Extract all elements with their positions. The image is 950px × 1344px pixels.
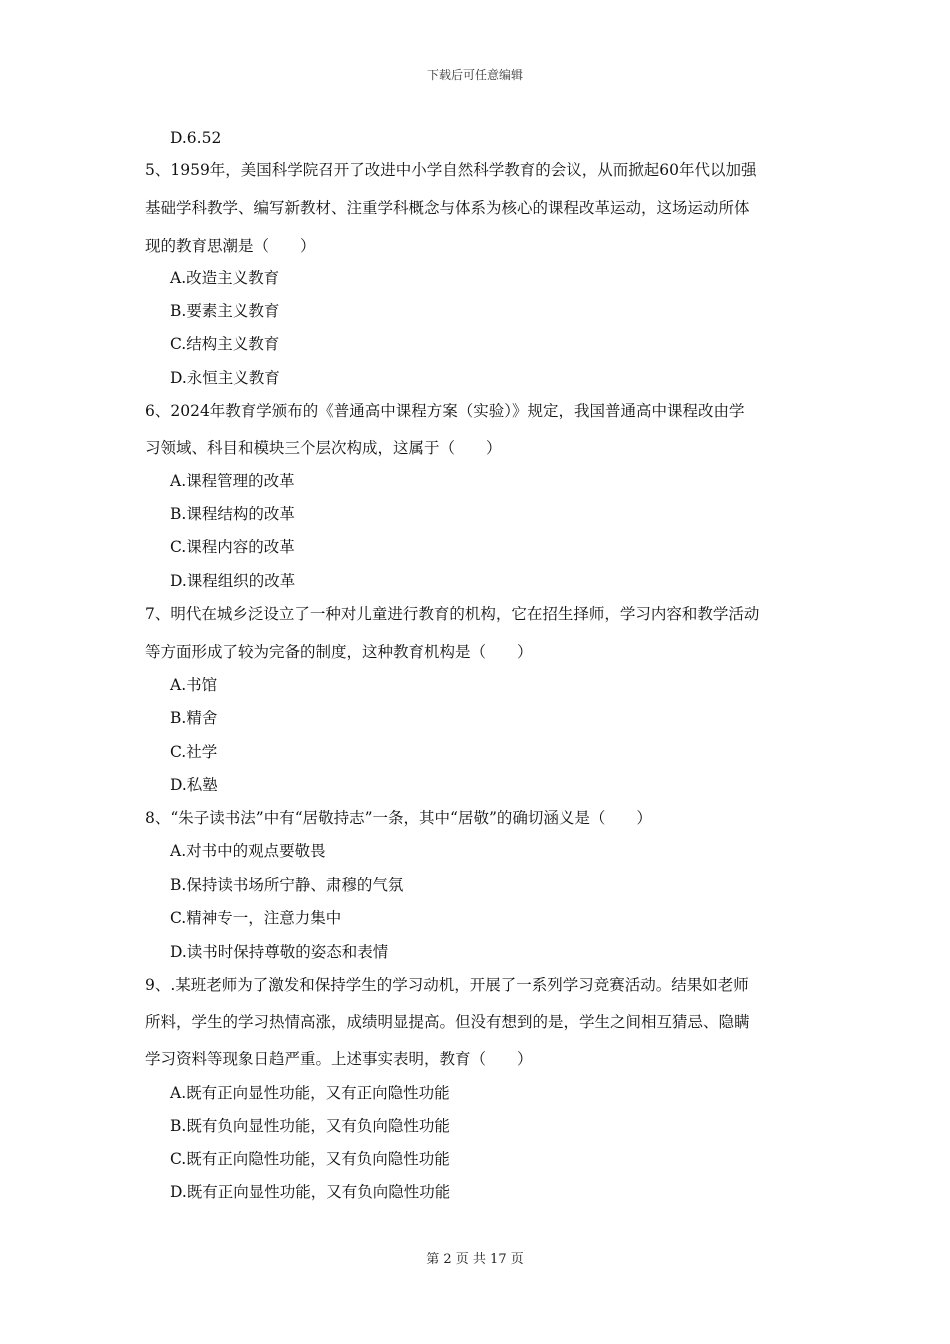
question-9-option-d: D.既有正向显性功能，又有负向隐性功能 <box>170 1183 451 1201</box>
question-5-option-d: D.永恒主义教育 <box>170 369 280 387</box>
question-9-line-2: 所料，学生的学习热情高涨，成绩明显提高。但没有想到的是，学生之间相互猜忌、隐瞒 <box>145 1013 750 1031</box>
question-5-line-3: 现的教育思潮是（ ） <box>145 237 316 255</box>
question-9-line-3: 学习资料等现象日趋严重。上述事实表明，教育（ ） <box>145 1050 533 1068</box>
question-5-option-b: B.要素主义教育 <box>170 302 280 320</box>
question-9-option-a: A.既有正向显性功能，又有正向隐性功能 <box>170 1084 450 1102</box>
question-7-option-a: A.书馆 <box>170 676 218 694</box>
option-d-prev: D.6.52 <box>170 129 222 147</box>
page-footer: 第 2 页 共 17 页 <box>426 1252 524 1267</box>
question-6-option-c: C.课程内容的改革 <box>170 538 295 556</box>
question-9-option-c: C.既有正向隐性功能，又有负向隐性功能 <box>170 1150 450 1168</box>
page-header: 下载后可任意编辑 <box>426 68 523 82</box>
question-8-option-a: A.对书中的观点要敬畏 <box>170 842 326 860</box>
question-6-option-b: B.课程结构的改革 <box>170 505 295 523</box>
question-8-option-d: D.读书时保持尊敬的姿态和表情 <box>170 943 389 961</box>
question-6-option-d: D.课程组织的改革 <box>170 572 296 590</box>
question-7-option-b: B.精舍 <box>170 709 218 727</box>
question-7-option-c: C.社学 <box>170 743 218 761</box>
question-8-line-1: 8、“朱子读书法”中有“居敬持志”一条，其中“居敬”的确切涵义是（ ） <box>145 809 652 827</box>
question-6-option-a: A.课程管理的改革 <box>170 472 295 490</box>
question-6-line-2: 习领域、科目和模块三个层次构成，这属于（ ） <box>145 439 502 457</box>
question-6-line-1: 6、2024年教育学颁布的《普通高中课程方案（实验）》规定，我国普通高中课程改由学 <box>145 402 745 420</box>
question-9-line-1: 9、.某班老师为了激发和保持学生的学习动机，开展了一系列学习竞赛活动。结果如老师 <box>145 976 749 994</box>
question-7-line-1: 7、明代在城乡泛设立了一种对儿童进行教育的机构，它在招生择师，学习内容和教学活动 <box>145 605 760 623</box>
question-5-line-2: 基础学科教学、编写新教材、注重学科概念与体系为核心的课程改革运动，这场运动所体 <box>145 199 750 217</box>
question-5-option-a: A.改造主义教育 <box>170 269 280 287</box>
question-5-option-c: C.结构主义教育 <box>170 335 280 353</box>
question-7-option-d: D.私塾 <box>170 776 218 794</box>
question-9-option-b: B.既有负向显性功能，又有负向隐性功能 <box>170 1117 450 1135</box>
question-5-line-1: 5、1959年，美国科学院召开了改进中小学自然科学教育的会议，从而掀起60年代以加强 <box>145 161 757 179</box>
question-8-option-c: C.精神专一，注意力集中 <box>170 909 342 927</box>
question-7-line-2: 等方面形成了较为完备的制度，这种教育机构是（ ） <box>145 643 533 661</box>
question-8-option-b: B.保持读书场所宁静、肃穆的气氛 <box>170 876 404 894</box>
